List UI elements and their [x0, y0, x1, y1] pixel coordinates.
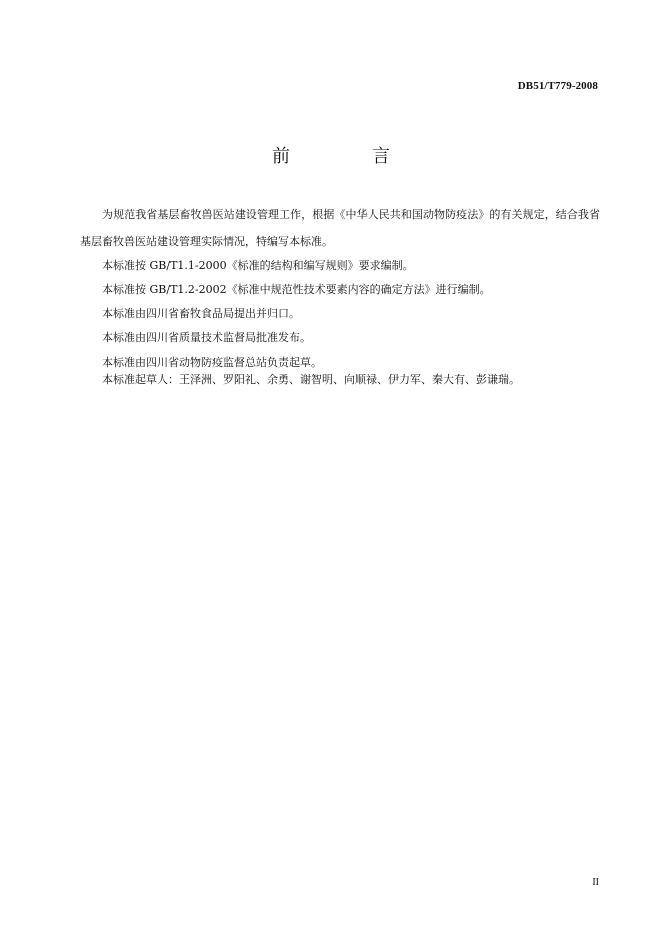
paragraph-purpose: 为规范我省基层畜牧兽医站建设管理工作，根据《中华人民共和国动物防疫法》的有关规定，结合我省基层畜牧兽医站建设管理实际情况，特编写本标准。: [80, 208, 600, 248]
paragraph-drafters: 本标准起草人：王泽洲、罗阳礼、余勇、谢智明、向顺禄、伊力军、秦大有、彭谦瑞。: [102, 373, 520, 386]
page-title: 前 言: [272, 146, 422, 167]
paragraph-structure-standard: 本标准按 GB/T1.1-2000《标准的结构和编写规则》要求编制。: [102, 259, 414, 272]
paragraph-technical-elements-standard: 本标准按 GB/T1.2-2002《标准中规范性技术要素内容的确定方法》进行编制。: [102, 283, 491, 296]
page-number: II: [592, 877, 599, 888]
paragraph-proposer: 本标准由四川省畜牧食品局提出并归口。: [102, 307, 300, 320]
paragraph-drafting-unit: 本标准由四川省动物防疫监督总站负责起草。: [102, 356, 322, 369]
paragraph-approver: 本标准由四川省质量技术监督局批准发布。: [102, 331, 311, 344]
document-code: DB51/T779-2008: [517, 80, 598, 92]
